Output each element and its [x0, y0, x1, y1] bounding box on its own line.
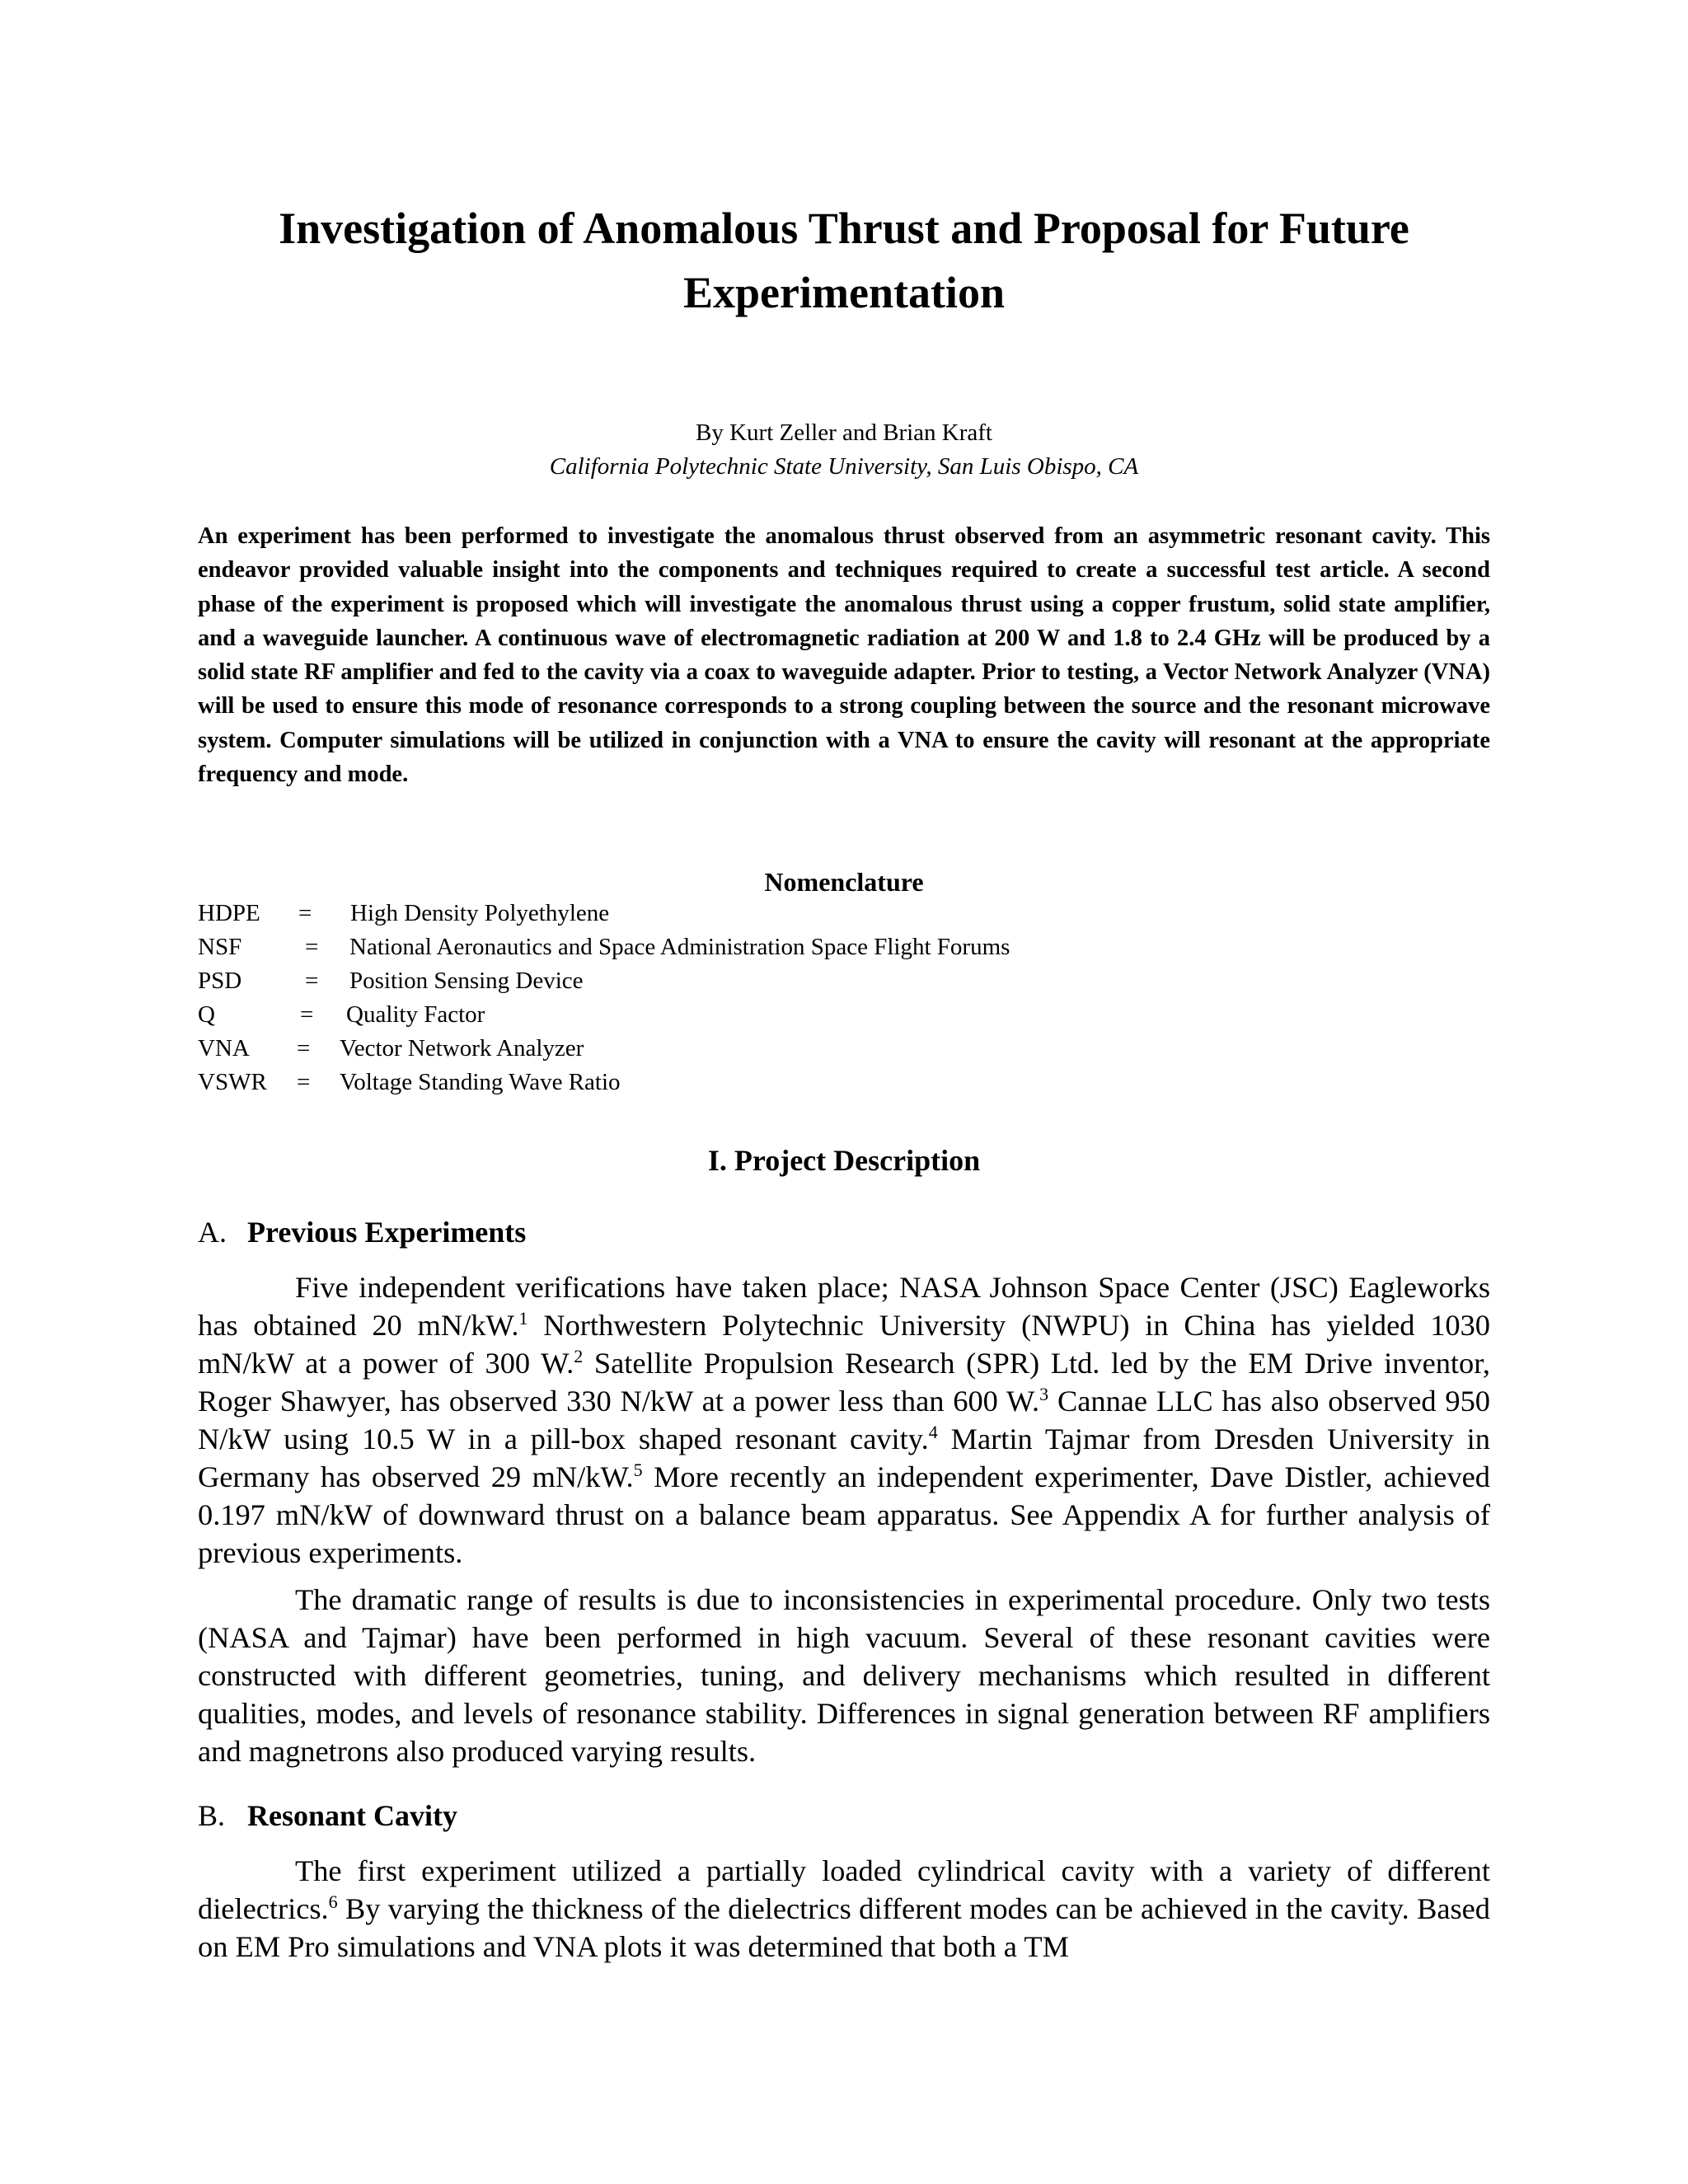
nomenclature-equals: =: [305, 934, 319, 960]
subsection-letter: A.: [198, 1216, 227, 1249]
paragraph-text: By varying the thickness of the dielectrics different modes can be achieved in the cavity. Based on EM Pro simulations and VNA plots it was determined that both a TM: [198, 1892, 1490, 1963]
section-heading: I. Project Description: [707, 1144, 981, 1177]
paragraph-text: Cannae LLC has also observed 950 N/kW using 10.5 W in a pill-box shaped resonant cavity.: [198, 1385, 1490, 1455]
nomenclature-abbr: PSD: [198, 968, 242, 994]
nomenclature-item: [198, 930, 1490, 964]
nomenclature-item: [198, 1066, 1490, 1099]
footnote-marker: 4: [928, 1421, 938, 1442]
nomenclature-definition: Vector Network Analyzer: [340, 1035, 584, 1062]
nomenclature-definition: Position Sensing Device: [349, 968, 584, 994]
subsection-heading-resonant-cavity: [198, 1796, 457, 1835]
nomenclature-equals: =: [297, 1035, 311, 1062]
nomenclature-abbr: NSF: [198, 934, 242, 960]
footnote-marker: 5: [633, 1459, 643, 1480]
paragraph-resonant-cavity-1: [198, 1852, 1490, 1966]
footnote-marker: 1: [518, 1307, 528, 1329]
paragraph-text: Martin Tajmar from Dresden University in Germany has observed 29 mN/kW.: [198, 1422, 1490, 1493]
nomenclature-item: [198, 998, 1490, 1032]
paragraph-text: More recently an independent experimenter, Dave Distler, achieved 0.197 mN/kW of downward thrust on a balance beam apparatus. See Appendix A for further analysis of previous experiments.: [198, 1460, 1490, 1569]
nomenclature-list: [198, 897, 1490, 1099]
nomenclature-definition: National Aeronautics and Space Administration Space Flight Forums: [349, 934, 1010, 960]
subsection-letter: B.: [198, 1799, 226, 1832]
footnote-marker: 6: [328, 1891, 338, 1912]
nomenclature-definition: Voltage Standing Wave Ratio: [340, 1069, 621, 1095]
nomenclature-abbr: VSWR: [198, 1069, 267, 1095]
nomenclature-abbr: HDPE: [198, 900, 260, 926]
nomenclature-item: [198, 1032, 1490, 1066]
paragraph-text: Satellite Propulsion Research (SPR) Ltd. led by the EM Drive inventor, Roger Shawyer, has observed 330 N/kW at a power less than 600 W.: [198, 1347, 1490, 1418]
paragraph-text: Northwestern Polytechnic University (NWPU) in China has yielded 1030 mN/kW at a power of 300 W.: [198, 1309, 1491, 1380]
nomenclature-equals: =: [298, 900, 312, 926]
nomenclature-definition: High Density Polyethylene: [350, 900, 610, 926]
abstract: An experiment has been performed to investigate the anomalous thrust observed from an asymmetric resonant cavity. This endeavor provided valuable insight into the components and techniques required to create a successful test article. A second phase of the experiment is proposed which will investigate the anomalous thrust using a copper frustum, solid state amplifier, and a waveguide launcher. A continuous wave of electromagnetic radiation at 200 W and 1.8 to 2.4 GHz will be produced by a solid state RF amplifier and fed to the cavity via a coax to waveguide adapter. Prior to testing, a Vector Network Analyzer (VNA) will be used to ensure this mode of resonance corresponds to a strong coupling between the source and the resonant microwave system. Computer simulations will be utilized in conjunction with a VNA to ensure the cavity will resonant at the appropriate frequency and mode.: [198, 523, 1490, 788]
nomenclature-abbr: VNA: [198, 1035, 250, 1062]
paragraph-previous-experiments-2: The dramatic range of results is due to inconsistencies in experimental procedure. Only two tests (NASA and Tajmar) have been performed in high vacuum. Several of these resonant cavities were constructed with different geometries, tuning, and delivery mechanisms which resulted in different qualities, modes, and levels of resonance stability. Differences in signal generation between RF amplifiers and magnetrons also produced varying results.: [198, 1583, 1490, 1768]
nomenclature-item: [198, 964, 1490, 998]
nomenclature-abbr: Q: [198, 1001, 215, 1028]
affiliation: California Polytechnic State University, San Luis Obispo, CA: [549, 453, 1139, 480]
footnote-marker: 3: [1039, 1383, 1049, 1404]
subsection-title: Resonant Cavity: [247, 1799, 458, 1832]
paragraph-previous-experiments-1: [198, 1268, 1490, 1572]
paragraph-text: Five independent verifications have taken place; NASA Johnson Space Center (JSC) Eagleworks has obtained 20 mN/kW.: [198, 1271, 1490, 1342]
nomenclature-definition: Quality Factor: [346, 1001, 485, 1028]
author-line: By Kurt Zeller and Brian Kraft: [696, 419, 992, 446]
nomenclature-equals: =: [305, 968, 319, 994]
paper-title: Investigation of Anomalous Thrust and Proposal for Future Experimentation: [279, 204, 1409, 317]
footnote-marker: 2: [574, 1345, 584, 1366]
nomenclature-item: [198, 897, 1490, 930]
paragraph-text: The first experiment utilized a partially loaded cylindrical cavity with a variety of different dielectrics.: [198, 1854, 1490, 1925]
subsection-title: Previous Experiments: [247, 1216, 527, 1249]
subsection-heading-previous-experiments: [198, 1212, 526, 1252]
nomenclature-heading: Nomenclature: [764, 867, 924, 897]
nomenclature-equals: =: [300, 1001, 314, 1028]
nomenclature-equals: =: [297, 1069, 311, 1095]
